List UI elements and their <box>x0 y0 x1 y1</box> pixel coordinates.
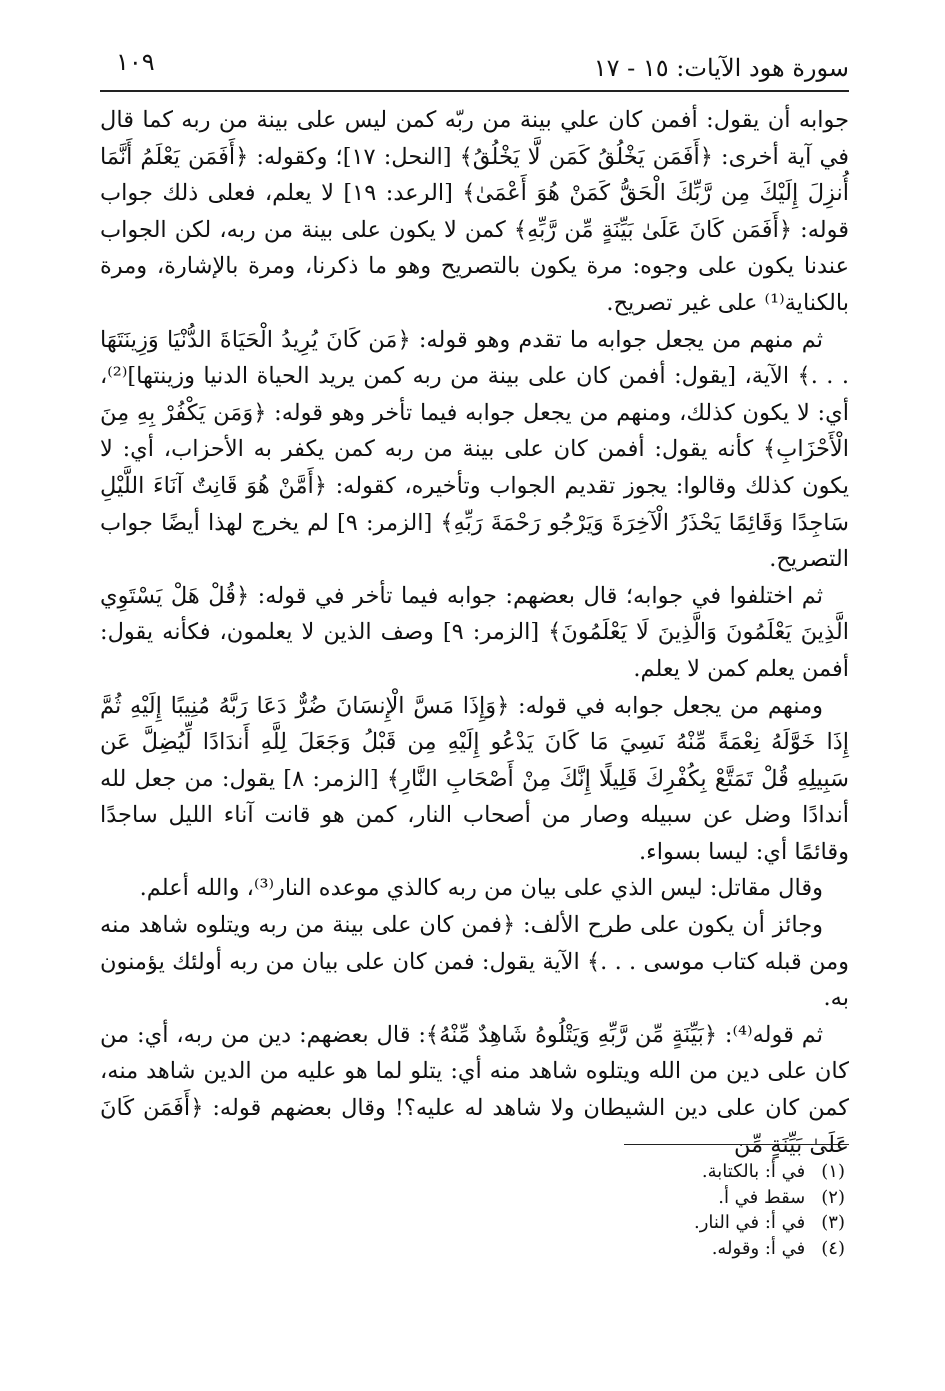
footnotes <box>694 1159 845 1261</box>
paragraph: وجائز أن يكون على طرح الألف: ﴿فمن كان على بينة من ربه ويتلوه شاهد منه ومن قبله كتاب موسى . . .﴾ الآية يقول: فمن كان على بيان من ربه أولئك يؤمنون به. <box>100 912 849 1012</box>
footnote <box>694 1236 845 1262</box>
paragraph: جوابه أن يقول: أفمن كان علي بينة من ربّه كمن ليس على بينة من ربه كما قال في آية أخرى: ﴿أَفَمَن يَخْلُقُ كَمَن لَّا يَخْلُقُ﴾ [النحل: ١٧]؛ وكقوله: ﴿أَفَمَن يَعْلَمُ أَنَّمَا أُنزِلَ إِلَيْكَ مِن رَّبِّكَ الْحَقُّ كَمَنْ هُوَ أَعْمَىٰ﴾ [الرعد: ١٩] لا يعلم، فعلى ذلك جواب قوله: ﴿أَفَمَن كَانَ عَلَىٰ بَيِّنَةٍ مِّن رَّبِّهِ﴾ كمن لا يكون على بينة من ربه، لكن الجواب عندنا يكون على وجوه: مرة يكون بالتصريح وهو ما ذكرنا، ومرة بالإشارة، ومرة بالكناية⁽¹⁾ على غير تصريح. <box>100 107 849 316</box>
paragraph: ثم منهم من يجعل جوابه ما تقدم وهو قوله: ﴿مَن كَانَ يُرِيدُ الْحَيَاةَ الدُّنْيَا وَزِينَتَهَا . . .﴾ الآية، [يقول: أفمن كان على بينة من ربه كمن يريد الحياة الدنيا وزينتها]⁽²⁾، أي: لا يكون كذلك، ومنهم من يجعل جوابه فيما تأخر وهو قوله: ﴿وَمَن يَكْفُرْ بِهِ مِنَ الْأَحْزَابِ﴾ كأنه يقول: أفمن كان على بينة من ربه كمن يكفر به الأحزاب، أي: لا يكون كذلك وقالوا: يجوز تقديم الجواب وتأخيره، كقوله: ﴿أَمَّنْ هُوَ قَانِتٌ آنَاءَ اللَّيْلِ سَاجِدًا وَقَائِمًا يَحْذَرُ الْآخِرَةَ وَيَرْجُو رَحْمَةَ رَبِّهِ﴾ [الزمر: ٩] لم يخرج لهذا أيضًا جواب التصريح. <box>100 326 849 573</box>
footnote <box>694 1159 845 1185</box>
paragraph: ومنهم من يجعل جوابه في قوله: ﴿وَإِذَا مَسَّ الْإِنسَانَ ضُرٌّ دَعَا رَبَّهُ مُنِيبًا إِلَيْهِ ثُمَّ إِذَا خَوَّلَهُ نِعْمَةً مِّنْهُ نَسِيَ مَا كَانَ يَدْعُو إِلَيْهِ مِن قَبْلُ وَجَعَلَ لِلَّهِ أَندَادًا لِّيُضِلَّ عَن سَبِيلِهِ قُلْ تَمَتَّعْ بِكُفْرِكَ قَلِيلًا إِنَّكَ مِنْ أَصْحَابِ النَّارِ﴾ [الزمر: ٨] يقول: من جعل لله أندادًا وضل عن سبيله وصار من أصحاب النار، كمن هو قانت آناء الليل ساجدًا وقائمًا أي: ليسا بسواء. <box>100 692 849 865</box>
paragraph: وقال مقاتل: ليس الذي على بيان من ربه كالذي موعده النار⁽³⁾، والله أعلم. <box>139 875 823 902</box>
running-title: سورة هود الآيات: ١٥ - ١٧ <box>593 54 849 82</box>
paragraph: ثم قوله⁽⁴⁾: ﴿بَيِّنَةٍ مِّن رَّبِّهِ وَيَتْلُوهُ شَاهِدٌ مِّنْهُ﴾: قال بعضهم: دين من ربه، أي: من كان على دين من الله ويتلوه شاهد منه أي: يتلو لما هو عليه من الدين شاهد منه، كمن كان على دين الشيطان ولا شاهد له عليه؟! وقال بعضهم قوله: ﴿أَفَمَن كَانَ عَلَىٰ بَيِّنَةٍ مِّن <box>100 1021 849 1158</box>
footnote-separator <box>624 1144 849 1145</box>
footnote-number: (٣) <box>821 1212 845 1233</box>
page-header <box>100 40 849 92</box>
paragraph: ثم اختلفوا في جوابه؛ قال بعضهم: جوابه فيما تأخر في قوله: ﴿قُلْ هَلْ يَسْتَوِي الَّذِينَ يَعْلَمُونَ وَالَّذِينَ لَا يَعْلَمُونَ﴾ [الزمر: ٩] وصف الذين لا يعلمون، فكأنه يقول: أفمن يعلم كمن لا يعلم. <box>100 582 849 682</box>
footnote-number: (١) <box>821 1161 845 1182</box>
footnote-text: في أ: في النار. <box>694 1212 806 1233</box>
page-number: ١٠٩ <box>116 48 155 76</box>
footnote-text: في أ: وقوله. <box>711 1237 806 1259</box>
footnote <box>694 1210 845 1236</box>
main-text <box>100 102 849 1163</box>
footnote <box>694 1185 845 1211</box>
footnote-number: (٢) <box>821 1186 845 1208</box>
footnote-text: سقط في أ. <box>718 1186 806 1208</box>
footnote-number: (٤) <box>821 1237 845 1259</box>
footnote-text: في أ: بالكتابة. <box>701 1161 806 1182</box>
